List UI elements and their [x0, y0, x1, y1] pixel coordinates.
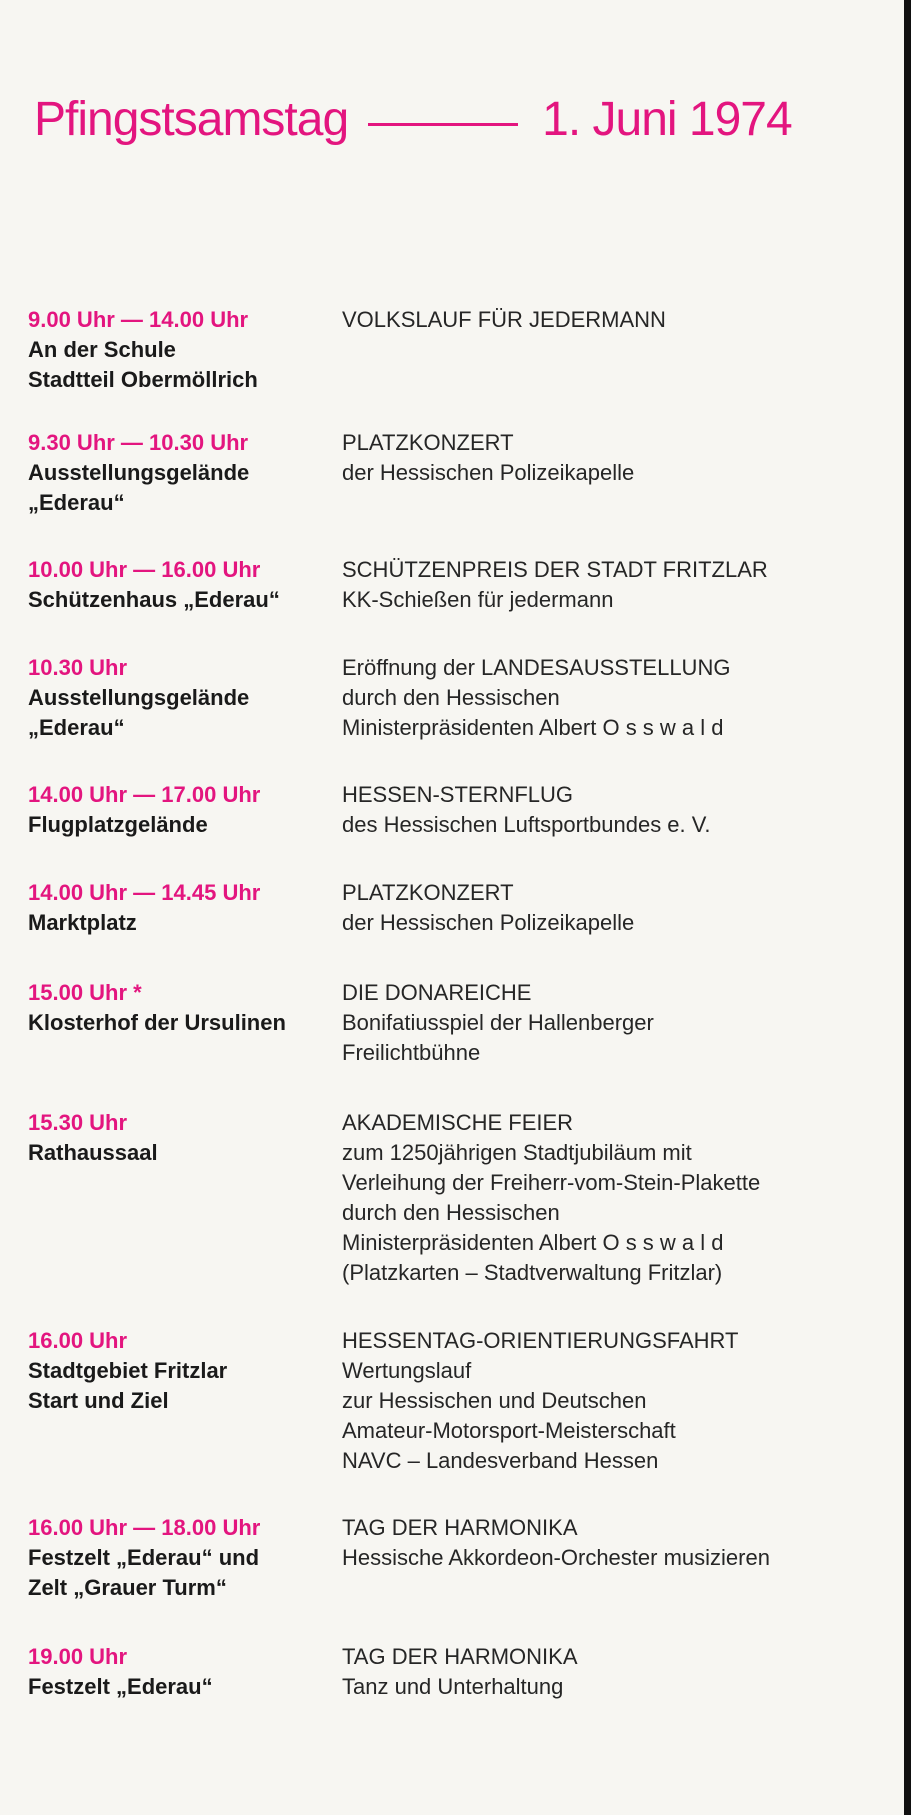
entry-description-line: der Hessischen Polizeikapelle [342, 460, 635, 485]
entry-description-line: des Hessischen Luftsportbundes e. V. [342, 812, 711, 837]
entry-description-line: AKADEMISCHE FEIER [342, 1110, 574, 1135]
entry-description-line: SCHÜTZENPREIS DER STADT FRITZLAR [342, 557, 768, 582]
entry-time: 9.30 Uhr — 10.30 Uhr [28, 430, 249, 455]
entry-location-line: Schützenhaus „Ederau“ [28, 587, 280, 612]
page-title [34, 92, 792, 147]
entry-location-line: Klosterhof der Ursulinen [28, 1010, 286, 1035]
entry-time: 15.00 Uhr * [28, 980, 142, 1005]
title-date: 1. Juni 1974 [542, 93, 792, 146]
entry-description-line: DIE DONAREICHE [342, 980, 532, 1005]
entry-description-line: der Hessischen Polizeikapelle [342, 910, 635, 935]
entry-description-line: Ministerpräsidenten Albert O s s w a l d [342, 715, 724, 740]
entry-description-line: Verleihung der Freiherr-vom-Stein-Plakette [342, 1170, 761, 1195]
entry-description-line: Ministerpräsidenten Albert O s s w a l d [342, 1230, 724, 1255]
entry-location-line: Festzelt „Ederau“ und [28, 1545, 260, 1570]
entry-location-line: Start und Ziel [28, 1388, 169, 1413]
entry-description-line: durch den Hessischen [342, 685, 560, 710]
entry-location-line: Ausstellungsgelände [28, 460, 250, 485]
entry-description-line: Bonifatiusspiel der Hallenberger [342, 1010, 654, 1035]
entry-description-line: zum 1250jährigen Stadtjubiläum mit [342, 1140, 692, 1165]
entry-description-line: Freilichtbühne [342, 1040, 481, 1065]
entry-location-line: Marktplatz [28, 910, 137, 935]
entry-location-line: Flugplatzgelände [28, 812, 208, 837]
entry-time: 14.00 Uhr — 17.00 Uhr [28, 782, 261, 807]
entry-description-line: Tanz und Unterhaltung [342, 1674, 564, 1699]
entry-time: 10.30 Uhr [28, 655, 128, 680]
entry-description-line: TAG DER HARMONIKA [342, 1515, 578, 1540]
entry-location-line: An der Schule [28, 337, 176, 362]
entry-time: 19.00 Uhr [28, 1644, 128, 1669]
entry-description-line: Hessische Akkordeon-Orchester musizieren [342, 1545, 770, 1570]
entry-description-line: VOLKSLAUF FÜR JEDERMANN [342, 307, 666, 332]
entry-location-line: Rathaussaal [28, 1140, 158, 1165]
entry-description-line: Eröffnung der LANDESAUSSTELLUNG [342, 655, 731, 680]
entry-location-line: Festzelt „Ederau“ [28, 1674, 213, 1699]
entry-description-line: HESSENTAG-ORIENTIERUNGSFAHRT [342, 1328, 739, 1353]
entry-description-line: Amateur-Motorsport-Meisterschaft [342, 1418, 676, 1443]
entry-location-line: Stadtgebiet Fritzlar [28, 1358, 228, 1383]
entry-time: 16.00 Uhr [28, 1328, 128, 1353]
entry-description-line: KK-Schießen für jedermann [342, 587, 614, 612]
entry-location-line: Zelt „Grauer Turm“ [28, 1575, 227, 1600]
entry-location-line: „Ederau“ [28, 490, 125, 515]
entry-description-line: (Platzkarten – Stadtverwaltung Fritzlar) [342, 1260, 723, 1285]
title-dash [368, 123, 518, 126]
title-day: Pfingstsamstag [34, 93, 349, 146]
page-edge [904, 0, 911, 1815]
entry-description-line: HESSEN-STERNFLUG [342, 782, 574, 807]
entry-description-line: NAVC – Landesverband Hessen [342, 1448, 659, 1473]
entry-time: 14.00 Uhr — 14.45 Uhr [28, 880, 261, 905]
entry-location-line: „Ederau“ [28, 715, 125, 740]
entry-time: 16.00 Uhr — 18.00 Uhr [28, 1515, 261, 1540]
entry-location-line: Ausstellungsgelände [28, 685, 250, 710]
entry-description-line: zur Hessischen und Deutschen [342, 1388, 647, 1413]
entry-location-line: Stadtteil Obermöllrich [28, 367, 258, 392]
entry-description-line: Wertungslauf [342, 1358, 472, 1383]
entry-time: 9.00 Uhr — 14.00 Uhr [28, 307, 249, 332]
entry-description-line: TAG DER HARMONIKA [342, 1644, 578, 1669]
entry-description-line: PLATZKONZERT [342, 430, 514, 455]
entry-time: 15.30 Uhr [28, 1110, 128, 1135]
entry-time: 10.00 Uhr — 16.00 Uhr [28, 557, 261, 582]
entry-description-line: durch den Hessischen [342, 1200, 560, 1225]
entry-description-line: PLATZKONZERT [342, 880, 514, 905]
